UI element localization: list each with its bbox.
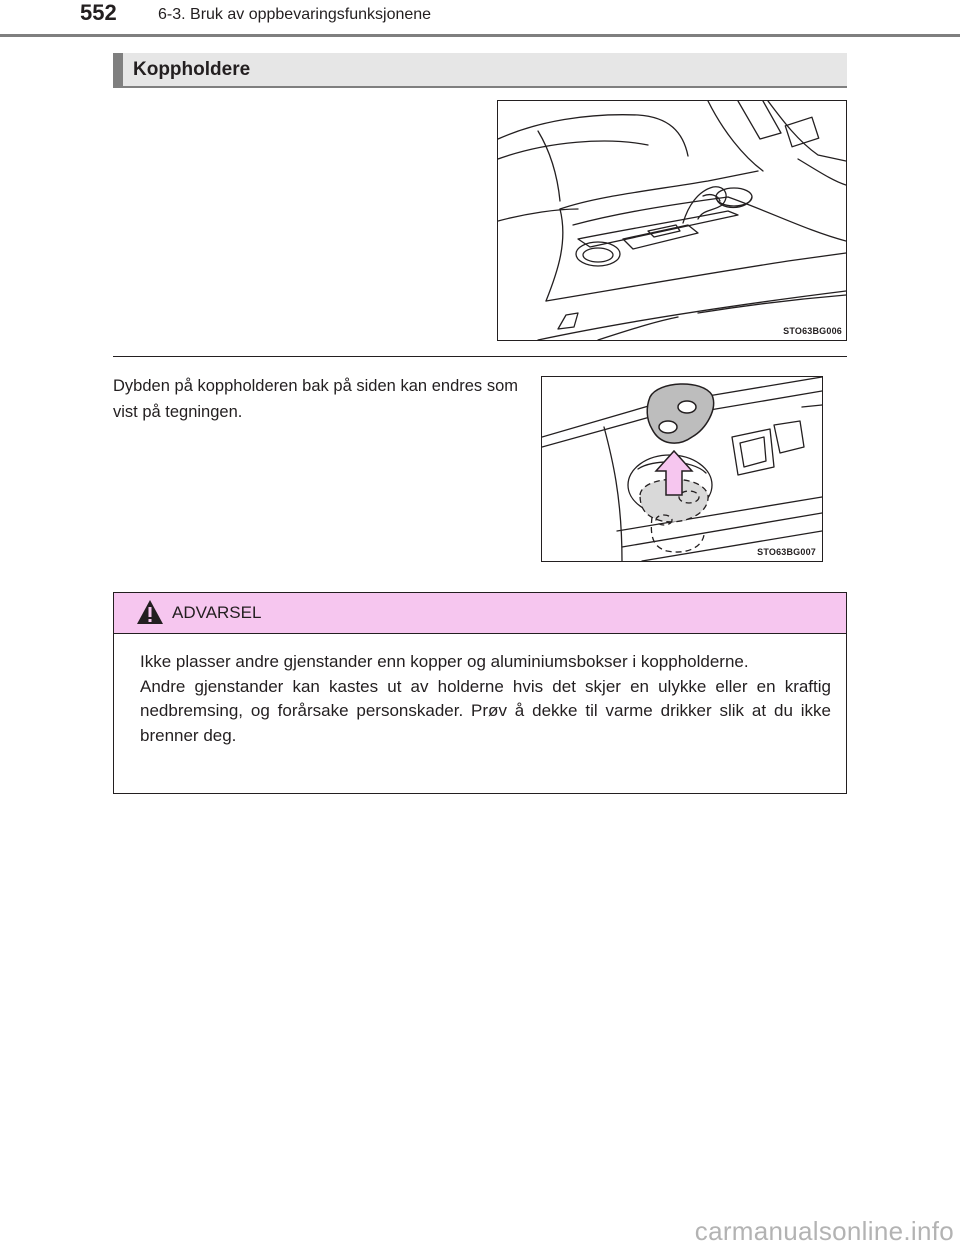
warning-title: ADVARSEL <box>172 603 262 622</box>
chapter-title: 6-3. Bruk av oppbevaringsfunksjonene <box>158 6 432 23</box>
warning-header <box>114 593 846 634</box>
header-rule <box>0 34 960 37</box>
figure-code: STO63BG007 <box>757 547 816 557</box>
body-paragraph: Dybden på koppholderen bak på siden kan endres som vist på tegningen. <box>113 377 518 421</box>
section-heading <box>113 53 847 88</box>
page-number: 552 <box>80 0 117 25</box>
warning-text-1: Ikke plasser andre gjenstander enn kopper og aluminiumsbokser i koppholderne. <box>140 652 749 671</box>
figure-cup-holder-depth <box>541 376 823 562</box>
section-title: Koppholdere <box>133 59 251 80</box>
figure-center-console <box>497 100 847 341</box>
warning-text-2: Andre gjenstander kan kastes ut av holderne hvis det skjer en ulykke eller en kraftig nedbremsing, og forårsake personskader. Prøv å dekke til varme drikker slik at du ikke brenner deg. <box>140 676 831 745</box>
warning-box <box>113 592 847 794</box>
section-marker <box>113 53 123 86</box>
warning-triangle-icon <box>136 599 164 625</box>
figure-code: STO63BG006 <box>783 326 842 336</box>
warning-body <box>140 650 831 748</box>
divider-line <box>113 356 847 357</box>
center-console-illustration <box>498 101 846 340</box>
cup-holder-depth-illustration <box>542 377 822 561</box>
watermark: carmanualsonline.info <box>694 1216 954 1246</box>
